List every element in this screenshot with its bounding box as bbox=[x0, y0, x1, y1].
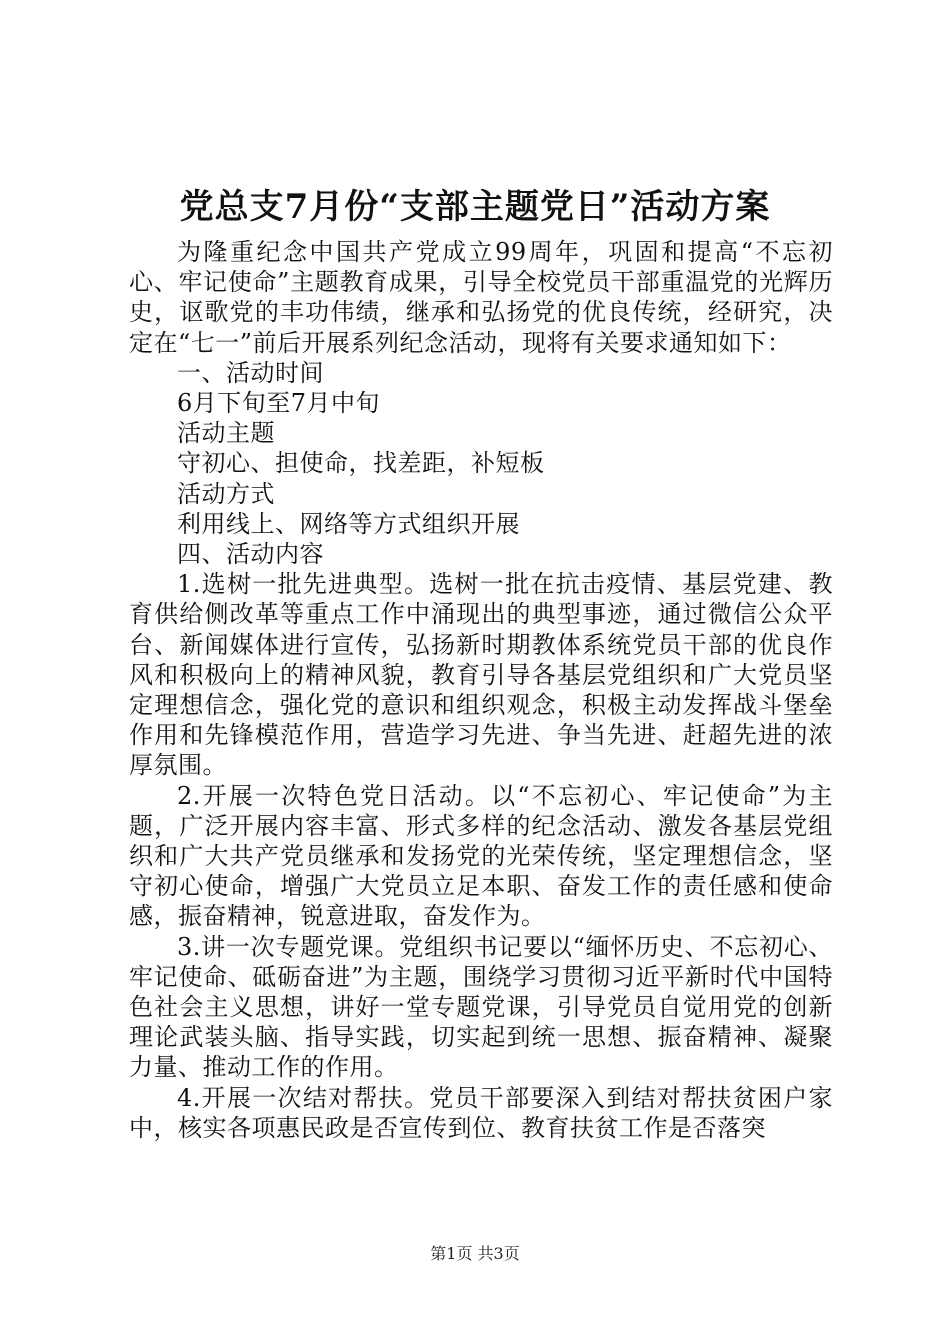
activity-time-value: 6月下旬至7月中旬 bbox=[177, 389, 381, 418]
paragraph-item-3: 3.讲一次专题党课。党组织书记要以“缅怀历史、不忘初心、牢记使命、砥砺奋进”为主题，围绕学习贯彻习近平新时代中国特色社会主义思想，讲好一堂专题党课，引导党员自觉用党的创新理论武装头脑、指导实践，切实起到统一思想、振奋精神、凝聚力量、推动工作的作用。 bbox=[129, 932, 833, 1082]
section-heading-content: 四、活动内容 bbox=[177, 540, 324, 569]
section-heading-method: 活动方式 bbox=[177, 479, 275, 508]
paragraph-item-2: 2.开展一次特色党日活动。以“不忘初心、牢记使命”为主题，广泛开展内容丰富、形式多样的纪念活动、激发各基层党组织和广大共产党员继承和发扬党的光荣传统，坚定理想信念，坚守初心使命，增强广大党员立足本职、奋发工作的责任感和使命感，振奋精神，锐意进取，奋发作为。 bbox=[129, 781, 833, 931]
paragraph-intro: 为隆重纪念中国共产党成立99周年，巩固和提高“不忘初心、牢记使命”主题教育成果，引导全校党员干部重温党的光辉历史，讴歌党的丰功伟绩，继承和弘扬党的优良传统，经研究，决定在“七一”前后开展系列纪念活动，现将有关要求通知如下： bbox=[129, 238, 833, 357]
page-number-footer: 第1页 共3页 bbox=[430, 1244, 520, 1263]
document-body bbox=[129, 237, 833, 1143]
activity-method-value: 利用线上、网络等方式组织开展 bbox=[177, 509, 520, 538]
paragraph-item-1: 1.选树一批先进典型。选树一批在抗击疫情、基层党建、教育供给侧改革等重点工作中涌现出的典型事迹，通过微信公众平台、新闻媒体进行宣传，弘扬新时期教体系统党员干部的优良作风和积极向上的精神风貌，教育引导各基层党组织和广大党员坚定理想信念，强化党的意识和组织观念，积极主动发挥战斗堡垒作用和先锋模范作用，营造学习先进、争当先进、赶超先进的浓厚氛围。 bbox=[129, 570, 833, 780]
document-title: 党总支7月份“支部主题党日”活动方案 bbox=[179, 187, 771, 227]
activity-theme-value: 守初心、担使命，找差距，补短板 bbox=[177, 449, 545, 478]
section-heading-theme: 活动主题 bbox=[177, 419, 275, 448]
section-heading-time: 一、活动时间 bbox=[177, 358, 324, 387]
paragraph-item-4: 4.开展一次结对帮扶。党员干部要深入到结对帮扶贫困户家中，核实各项惠民政是否宣传到位、教育扶贫工作是否落突 bbox=[129, 1083, 833, 1142]
